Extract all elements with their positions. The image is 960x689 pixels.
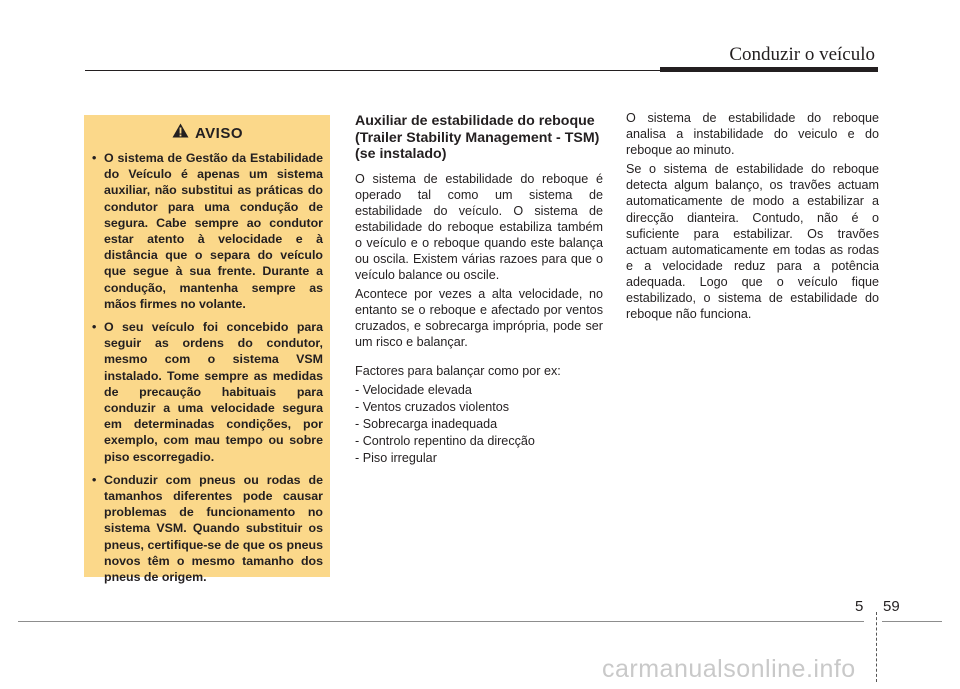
footer-rule xyxy=(18,621,864,622)
warning-item: • Conduzir com pneus ou rodas de tamanhos diferentes pode causar problemas de funcionamento no sistema VSM. Quando substituir os pneus, certifique-se de que os pneus novos têm o mesmo tamanho dos pneus de origem. xyxy=(92,472,323,585)
page-number: 59 xyxy=(883,598,900,615)
footer-rule xyxy=(882,621,942,622)
list-item: - Controlo repentino da direcção xyxy=(355,433,535,448)
warning-header xyxy=(92,123,323,143)
page-header-title: Conduzir o veículo xyxy=(729,44,875,65)
warning-title: AVISO xyxy=(194,124,244,142)
header-rule xyxy=(85,70,660,71)
warning-box xyxy=(84,115,330,585)
warning-list xyxy=(92,150,323,585)
factors-list xyxy=(355,382,603,467)
content-column-middle xyxy=(355,113,603,467)
paragraph: Se o sistema de estabilidade do reboque detecta algum balanço, os travões actuam automaticamente de modo a estabilizar a direcção dianteira. Contudo, não é o suficiente para estabilizar. Os travões actuam automaticamente em todas as rodas e a velocidade reduz para a potência adequada. Logo que o veículo fique estabilizado, o sistema de estabilidade do reboque não funciona. xyxy=(626,162,879,322)
header-rule-accent xyxy=(660,67,878,72)
list-item: - Sobrecarga inadequada xyxy=(355,416,498,431)
list-item: - Piso irregular xyxy=(355,450,437,465)
list-item: - Ventos cruzados violentos xyxy=(355,399,510,414)
warning-triangle-icon xyxy=(172,123,189,143)
page-number-divider xyxy=(876,612,878,682)
chapter-number: 5 xyxy=(855,598,864,615)
warning-item: • O sistema de Gestão da Estabilidade do Veículo é apenas um sistema auxiliar, não substitui as práticas do condutor para uma condução de segura. Cabe sempre ao condutor estar atento à velocidade e à distância que o separa do veículo que segue à sua frente. Durante a condução, mantenha sempre as mãos firmes no volante. xyxy=(92,150,323,312)
factors-intro: Factores para balançar como por ex: xyxy=(355,363,561,378)
warning-item: • O seu veículo foi concebido para seguir as ordens do condutor, mesmo com o sistema VSM instalado. Tome sempre as medidas de precaução habituais para conduzir a uma velocidade segura em determinadas condições, por exemplo, com mau tempo ou sobre piso escorregadio. xyxy=(92,319,323,465)
paragraph: Acontece por vezes a alta velocidade, no entanto se o reboque e afectado por ventos cruzados, e sobrecarga imprópria, pode ser um risco e balançar. xyxy=(355,287,603,350)
paragraph: O sistema de estabilidade do reboque analisa a instabilidade do veiculo e do reboque ao minuto. xyxy=(626,111,879,158)
watermark: carmanualsonline.info xyxy=(602,655,856,683)
content-column-right xyxy=(626,110,879,325)
section-heading: Auxiliar de estabilidade do reboque (Trailer Stability Management - TSM) (se instalado) xyxy=(355,113,600,162)
paragraph: O sistema de estabilidade do reboque é operado tal como um sistema de estabilidade do veículo. O sistema de estabilidade do reboque estabiliza também o veículo e o reboque quando este balança ou oscila. Existem várias razoes para que o veículo balance ou oscile. xyxy=(355,171,603,283)
list-item: - Velocidade elevada xyxy=(355,382,472,397)
